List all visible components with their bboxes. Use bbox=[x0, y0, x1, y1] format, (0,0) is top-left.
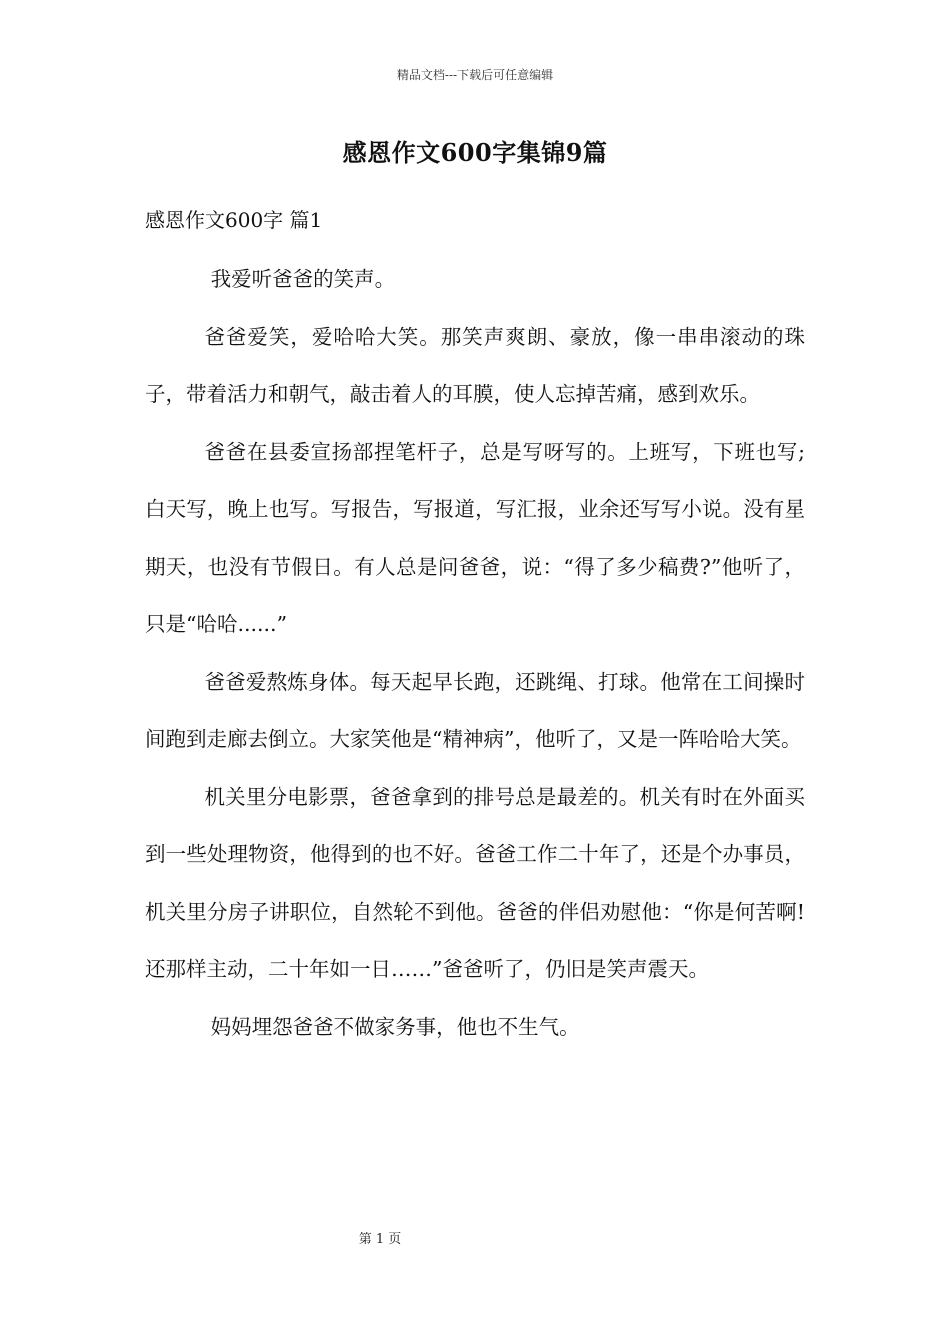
section-heading: 感恩作文600字 篇1 bbox=[145, 208, 323, 232]
page-number: 第 1 页 bbox=[358, 1232, 402, 1247]
paragraph: 爸爸在县委宣扬部捏笔杆子，总是写呀写的。上班写，下班也写;白天写，晚上也写。写报告，写报道，写汇报，业余还写写小说。没有星期天，也没有节假日。有人总是问爸爸，说：“得了多少稿费?”他听了，只是“哈哈......” bbox=[145, 439, 805, 636]
paragraph: 我爱听爸爸的笑声。 bbox=[210, 267, 396, 291]
paragraph: 机关里分电影票，爸爸拿到的排号总是最差的。机关有时在外面买到一些处理物资，他得到的也不好。爸爸工作二十年了，还是个办事员，机关里分房子讲职位，自然轮不到他。爸爸的伴侣劝慰他：“你是何苦啊!还那样主动，二十年如一日……”爸爸听了，仍旧是笑声震天。 bbox=[145, 784, 805, 981]
document-title: 感恩作文600字集锦9篇 bbox=[342, 138, 608, 167]
paragraph: 妈妈埋怨爸爸不做家务事，他也不生气。 bbox=[210, 1014, 580, 1039]
paragraph: 爸爸爱熬炼身体。每天起早长跑，还跳绳、打球。他常在工间操时间跑到走廊去倒立。大家笑他是“精神病”，他听了，又是一阵哈哈大笑。 bbox=[145, 669, 805, 751]
document-body bbox=[145, 251, 805, 1056]
header-note: 精品文档---下载后可任意编辑 bbox=[396, 68, 554, 82]
paragraph: 爸爸爱笑，爱哈哈大笑。那笑声爽朗、豪放，像一串串滚动的珠子，带着活力和朝气，敲击着人的耳膜，使人忘掉苦痛，感到欢乐。 bbox=[145, 324, 805, 406]
